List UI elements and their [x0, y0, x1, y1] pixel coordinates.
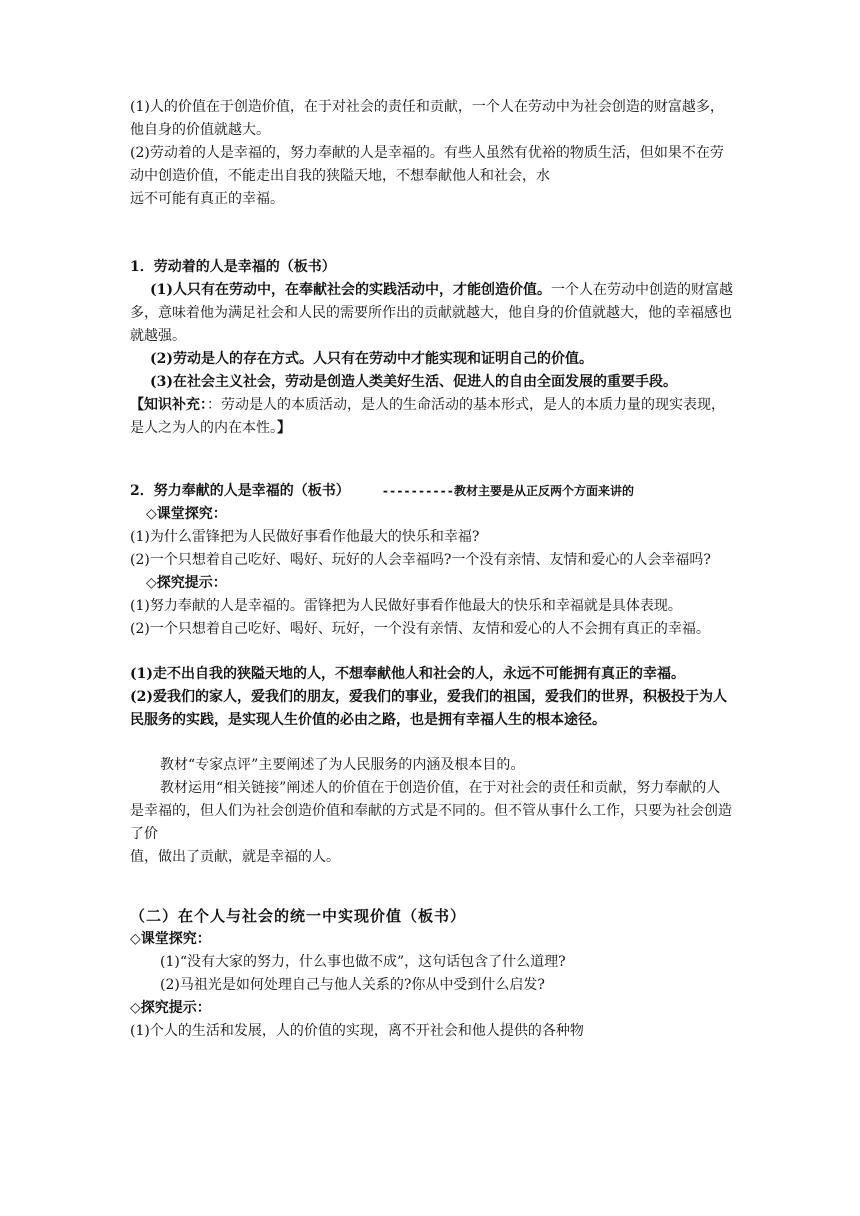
document-body [130, 96, 734, 1043]
knowledge-supplement [130, 394, 734, 440]
explore-label: ◇课堂探究： [146, 506, 227, 522]
paragraph: (1)人的价值在于创造价值，在于对社会的责任和贡献，一个人在劳动中为社会创造的财富越多，他自身的价值就越大。 [130, 99, 724, 138]
section-heading: 1．劳动着的人是幸福的（板书） [130, 259, 336, 275]
paragraph: 远不可能有真正的幸福。 [130, 191, 284, 207]
bold-point: (3)在社会主义社会，劳动是创造人类美好生活、促进人的自由全面发展的重要手段。 [150, 374, 677, 390]
paragraph [130, 279, 734, 348]
point-detail: 一个人在劳动中创造的财富越多，意味着他为满足社会和人民的需要所作出的贡献就越大，他自身的价值就越大，他的幸福感也就越强。 [130, 282, 733, 344]
answer: (2)一个只想着自己吃好、喝好、玩好，一个没有亲情、友情和爱心的人不会拥有真正的幸福。 [130, 621, 710, 637]
paragraph: 教材运用“相关链接”阐述人的价值在于创造价值，在于对社会的责任和贡献，努力奉献的人是幸福的，但人们为社会创造价值和奉献的方式是不同的。但不管从事什么工作，只要为社会创造了价 [130, 780, 732, 842]
hint-label: ◇探究提示： [130, 1000, 211, 1016]
question: (1)“没有大家的努力，什么事也做不成”，这句话包含了什么道理? [160, 954, 566, 970]
answer: (1)个人的生活和发展，人的价值的实现，离不开社会和他人提供的各种物 [130, 1023, 584, 1039]
bold-point: (2)劳动是人的存在方式。人只有在劳动中才能实现和证明自己的价值。 [150, 351, 593, 367]
question: (2)一个只想着自己吃好、喝好、玩好的人会幸福吗?一个没有亲情、友情和爱心的人会幸福吗? [130, 552, 711, 568]
section-heading: （二）在个人与社会的统一中实现价值（板书） [130, 907, 467, 925]
paragraph: 值，做出了贡献，就是幸福的人。 [130, 849, 340, 865]
explore-label: ◇课堂探究： [130, 931, 211, 947]
question: (1)为什么雷锋把为人民做好事看作他最大的快乐和幸福? [130, 529, 480, 545]
supplement-label: 【知识补充： [130, 397, 207, 413]
answer: (1)努力奉献的人是幸福的。雷锋把为人民做好事看作他最大的快乐和幸福就是具体表现。 [130, 598, 682, 614]
bold-conclusion: (2)爱我们的家人，爱我们的朋友，爱我们的事业，爱我们的祖国，爱我们的世界，积极投于为人民服务的实践，是实现人生价值的必由之路，也是拥有幸福人生的根本途径。 [130, 689, 727, 728]
paragraph: 教材“专家点评”主要阐述了为人民服务的内涵及根本目的。 [160, 757, 525, 773]
paragraph: (2)劳动着的人是幸福的，努力奉献的人是幸福的。有些人虽然有优裕的物质生活，但如果不在劳动中创造价值，不能走出自我的狭隘天地，不想奉献他人和社会，水 [130, 145, 724, 184]
hint-label: ◇探究提示： [146, 575, 227, 591]
section-heading-row [130, 480, 734, 503]
bold-conclusion: (1)走不出自我的狭隘天地的人，不想奉献他人和社会的人，永远不可能拥有真正的幸福。 [130, 666, 685, 682]
margin-note: ----------教材主要是从正反两个方面来讲的 [381, 484, 634, 498]
bold-point: (1)人只有在劳动中，在奉献社会的实践活动中，才能创造价值。 [150, 282, 551, 298]
supplement-text: ：劳动是人的本质活动，是人的生命活动的基本形式，是人的本质力量的现实表现，是人之为人的内在本性。 [130, 397, 725, 436]
section-heading: 2．努力奉献的人是幸福的（板书） [130, 483, 350, 499]
question: (2)马祖光是如何处理自己与他人关系的?你从中受到什么启发? [160, 977, 545, 993]
supplement-close: 】 [277, 420, 291, 436]
